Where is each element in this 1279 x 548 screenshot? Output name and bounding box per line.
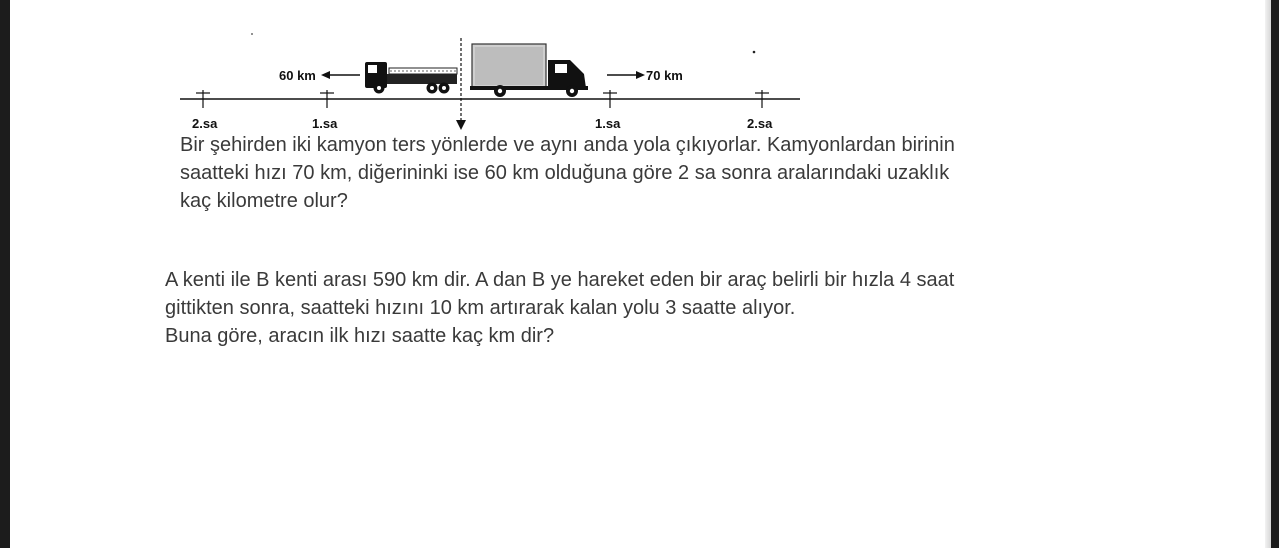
question-1-line: saatteki hızı 70 km, diğerininki ise 60 km olduğuna göre 2 sa sonra aralarındaki uzaklık bbox=[180, 162, 950, 184]
right-speed-label: 70 km bbox=[646, 68, 683, 83]
speck bbox=[251, 33, 253, 35]
right-2h-label: 2.sa bbox=[747, 116, 773, 131]
trucks-diagram bbox=[170, 28, 810, 134]
question-2-text bbox=[165, 266, 954, 350]
question-1-line: Bir şehirden iki kamyon ters yönlerde ve aynı anda yola çıkıyorlar. Kamyonlardan birinin bbox=[180, 134, 955, 156]
question-2-line: Buna göre, aracın ilk hızı saatte kaç km dir? bbox=[165, 325, 555, 347]
right-truck-icon bbox=[470, 44, 588, 97]
left-2h-label: 2.sa bbox=[192, 116, 218, 131]
right-1h-label: 1.sa bbox=[595, 116, 621, 131]
speck bbox=[753, 51, 756, 54]
right-window-edge bbox=[1271, 0, 1279, 548]
left-1h-label: 1.sa bbox=[312, 116, 338, 131]
left-speed-arrow bbox=[321, 71, 360, 79]
left-speed-label: 60 km bbox=[279, 68, 316, 83]
right-speed-arrow bbox=[607, 71, 645, 79]
question-1-line: kaç kilometre olur? bbox=[180, 190, 348, 212]
left-window-edge bbox=[0, 0, 10, 548]
question-1-text bbox=[180, 131, 955, 215]
left-truck-icon bbox=[365, 62, 457, 94]
start-point-marker bbox=[456, 38, 466, 130]
question-2-line: gittikten sonra, saatteki hızını 10 km artırarak kalan yolu 3 saatte alıyor. bbox=[165, 297, 796, 319]
question-2-line: A kenti ile B kenti arası 590 km dir. A dan B ye hareket eden bir araç belirli bir hızla 4 saat bbox=[165, 269, 955, 291]
